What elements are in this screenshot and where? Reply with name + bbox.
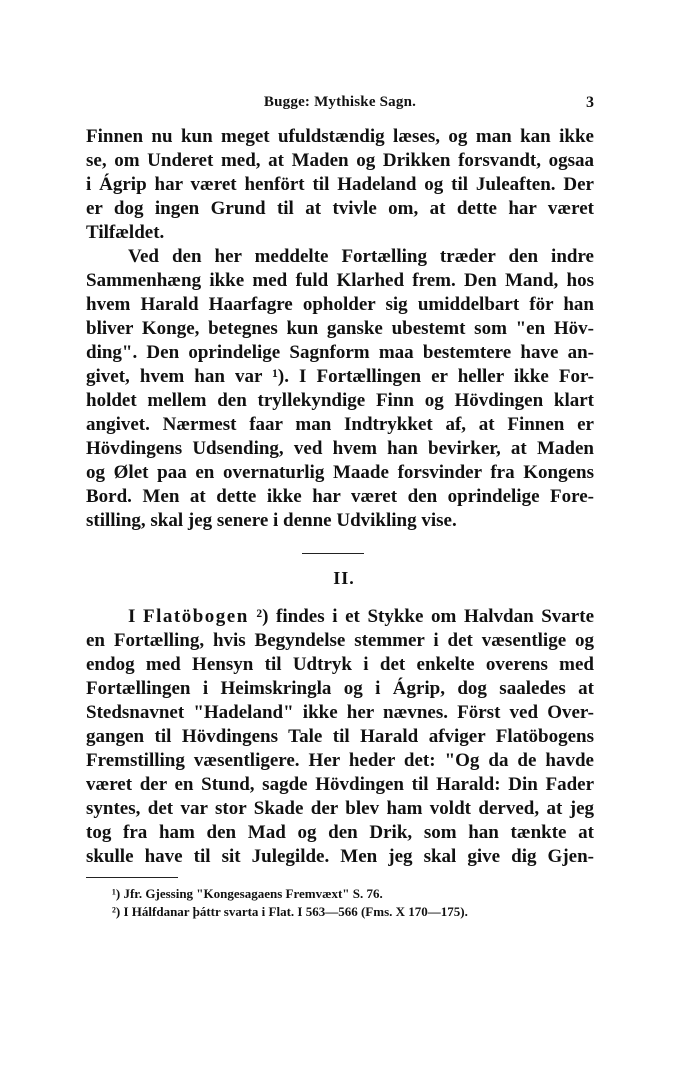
text-line: været der en Stund, sagde Hövdingen til Harald: Din Fader bbox=[86, 774, 594, 795]
text-line: ding". Den oprindelige Sagnform maa bestemtere have an- bbox=[86, 342, 594, 363]
text-line: i Ágrip har været henfört til Hadeland og til Juleaften. Der bbox=[86, 174, 594, 195]
text-line: Ved den her meddelte Fortælling træder den indre bbox=[128, 246, 594, 267]
page-header bbox=[86, 94, 594, 118]
text-line: endog med Hensyn til Udtryk i det enkelte overens med bbox=[86, 654, 594, 675]
text-line: skulle have til sit Julegilde. Men jeg skal give dig Gjen- bbox=[86, 846, 594, 867]
first-line-rest: ²) findes i et Stykke om Halvdan Svarte bbox=[256, 606, 595, 627]
text-line: tog fra ham den Mad og den Drik, som han tænkte at bbox=[86, 822, 594, 843]
section-heading: II. bbox=[333, 568, 355, 588]
text-line: hvem Harald Haarfagre opholder sig umiddelbart för han bbox=[86, 294, 594, 315]
lead-word: I bbox=[128, 606, 136, 627]
page-number: 3 bbox=[586, 94, 594, 111]
text-line: en Fortælling, hvis Begyndelse stemmer i det væsentlige og bbox=[86, 630, 594, 651]
text-line: syntes, det var stor Skade der blev ham voldt derved, at jeg bbox=[86, 798, 594, 819]
text-line: er dog ingen Grund til at tvivle om, at dette har været bbox=[86, 198, 594, 219]
text-line: Tilfældet. bbox=[86, 222, 165, 243]
section-divider bbox=[302, 553, 364, 554]
footnote-1: ¹) Jfr. Gjessing "Kongesagaens Fremvæxt" S. 76. bbox=[112, 886, 383, 901]
text-line: Finnen nu kun meget ufuldstændig læses, og man kan ikke bbox=[86, 126, 594, 147]
text-line: Stedsnavnet "Hadeland" ikke her nævnes. Först ved Over- bbox=[86, 702, 594, 723]
spaced-title: Flatöbogen bbox=[143, 606, 249, 627]
footnote-divider bbox=[86, 877, 178, 878]
text-line: Sammenhæng ikke med fuld Klarhed frem. Den Mand, hos bbox=[86, 270, 594, 291]
footnote-2: ²) I Hálfdanar þáttr svarta i Flat. I 563—566 (Fms. X 170—175). bbox=[112, 904, 468, 919]
text-line: gangen til Hövdingens Tale til Harald afviger Flatöbogens bbox=[86, 726, 594, 747]
text-line: angivet. Nærmest faar man Indtrykket af, at Finnen er bbox=[86, 414, 594, 435]
text-line: stilling, skal jeg senere i denne Udvikling vise. bbox=[86, 510, 457, 531]
text-line: givet, hvem han var ¹). I Fortællingen er heller ikke For- bbox=[86, 366, 594, 387]
text-line-first bbox=[86, 605, 594, 629]
text-line: Hövdingens Udsending, ved hvem han bevirker, at Maden bbox=[86, 438, 594, 459]
footnotes bbox=[112, 885, 592, 921]
text-line: bliver Konge, betegnes kun ganske ubestemt som "en Höv- bbox=[86, 318, 594, 339]
text-line: Bord. Men at dette ikke har været den oprindelige Fore- bbox=[86, 486, 594, 507]
text-line: se, om Underet med, at Maden og Drikken forsvandt, ogsaa bbox=[86, 150, 594, 171]
running-title: Bugge: Mythiske Sagn. bbox=[263, 94, 417, 110]
text-line: holdet mellem den tryllekyndige Finn og Hövdingen klart bbox=[86, 390, 594, 411]
text-line: Fortællingen i Heimskringla og i Ágrip, dog saaledes at bbox=[86, 678, 594, 699]
text-line: og Ølet paa en overnaturlig Maade forsvinder fra Kongens bbox=[86, 462, 594, 483]
section-1-text bbox=[86, 125, 594, 533]
text-line: Fremstilling væsentligere. Her heder det: "Og da de havde bbox=[86, 750, 594, 771]
section-2-text bbox=[86, 605, 594, 869]
